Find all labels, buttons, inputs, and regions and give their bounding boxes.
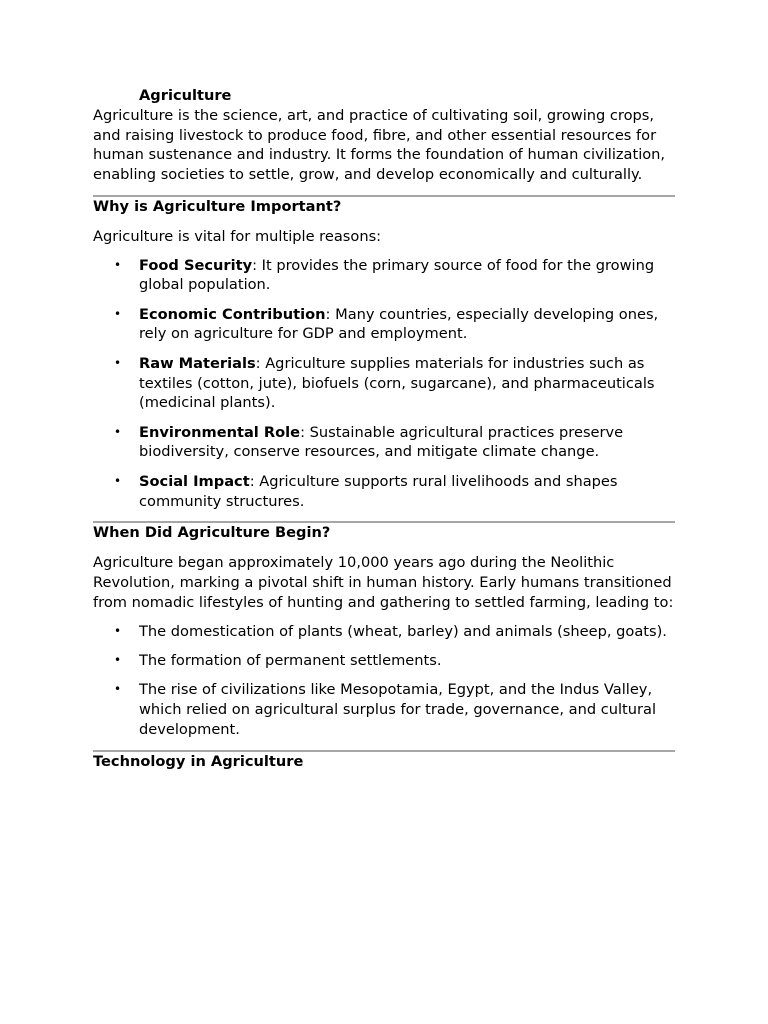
- list-item: [93, 305, 675, 345]
- bullet-icon: •: [114, 257, 122, 272]
- bullet-icon: •: [114, 652, 122, 667]
- bullet-icon: •: [114, 424, 122, 439]
- section-lead-origins: Agriculture began approximately 10,000 years ago during the Neolithic Revolution, marking a pivotal shift in human history. Early humans transitioned from nomadic lifestyles of hunting and gathering to settled farming, leading to:: [93, 554, 674, 611]
- section-heading-technology: Technology in Agriculture: [93, 752, 304, 770]
- section-heading-importance: Why is Agriculture Important?: [93, 197, 342, 215]
- list-item: [93, 354, 675, 413]
- section-lead-importance: Agriculture is vital for multiple reasons:: [93, 227, 382, 245]
- list-item-text: The rise of civilizations like Mesopotamia, Egypt, and the Indus Valley, which relied on agricultural surplus for trade, governance, and cultural development.: [139, 681, 657, 738]
- list-item: [93, 472, 675, 512]
- origins-list: [93, 622, 675, 740]
- intro-paragraph: Agriculture is the science, art, and practice of cultivating soil, growing crops, and raising livestock to produce food, fibre, and other essential resources for human sustenance and industry. It forms the foundation of human civilization, enabling societies to settle, grow, and develop economically and culturally.: [93, 106, 666, 184]
- document-body: [93, 86, 675, 771]
- list-item-term: Environmental Role: [139, 423, 301, 441]
- bullet-icon: •: [114, 473, 122, 488]
- list-item-term: Economic Contribution: [139, 305, 326, 323]
- list-item-term: Food Security: [139, 256, 253, 274]
- list-item-term: Raw Materials: [139, 354, 256, 372]
- list-item-text: : It provides the primary source of food for the growing global population.: [139, 256, 655, 294]
- list-item-text: : Many countries, especially developing ones, rely on agriculture for GDP and employment.: [139, 305, 659, 343]
- list-item-text: The domestication of plants (wheat, barley) and animals (sheep, goats).: [139, 622, 667, 640]
- bullet-icon: •: [114, 623, 122, 638]
- importance-list: [93, 256, 675, 512]
- list-item-text: : Agriculture supports rural livelihoods and shapes community structures.: [139, 472, 618, 510]
- list-item: [93, 622, 675, 642]
- list-item-text: The formation of permanent settlements.: [139, 651, 442, 669]
- list-item-term: Social Impact: [139, 472, 250, 490]
- list-item: [93, 256, 675, 296]
- list-item: [93, 680, 675, 739]
- section-heading-origins: When Did Agriculture Begin?: [93, 524, 331, 542]
- bullet-icon: •: [114, 306, 122, 321]
- list-item-text: : Sustainable agricultural practices preserve biodiversity, conserve resources, and mitigate climate change.: [139, 423, 624, 461]
- list-item-text: : Agriculture supplies materials for industries such as textiles (cotton, jute), biofuels (corn, sugarcane), and pharmaceuticals (medicinal plants).: [139, 354, 655, 412]
- list-item: [93, 651, 675, 671]
- bullet-icon: •: [114, 682, 122, 697]
- bullet-icon: •: [114, 355, 122, 370]
- list-item: [93, 423, 675, 463]
- document-title: Agriculture: [139, 87, 232, 104]
